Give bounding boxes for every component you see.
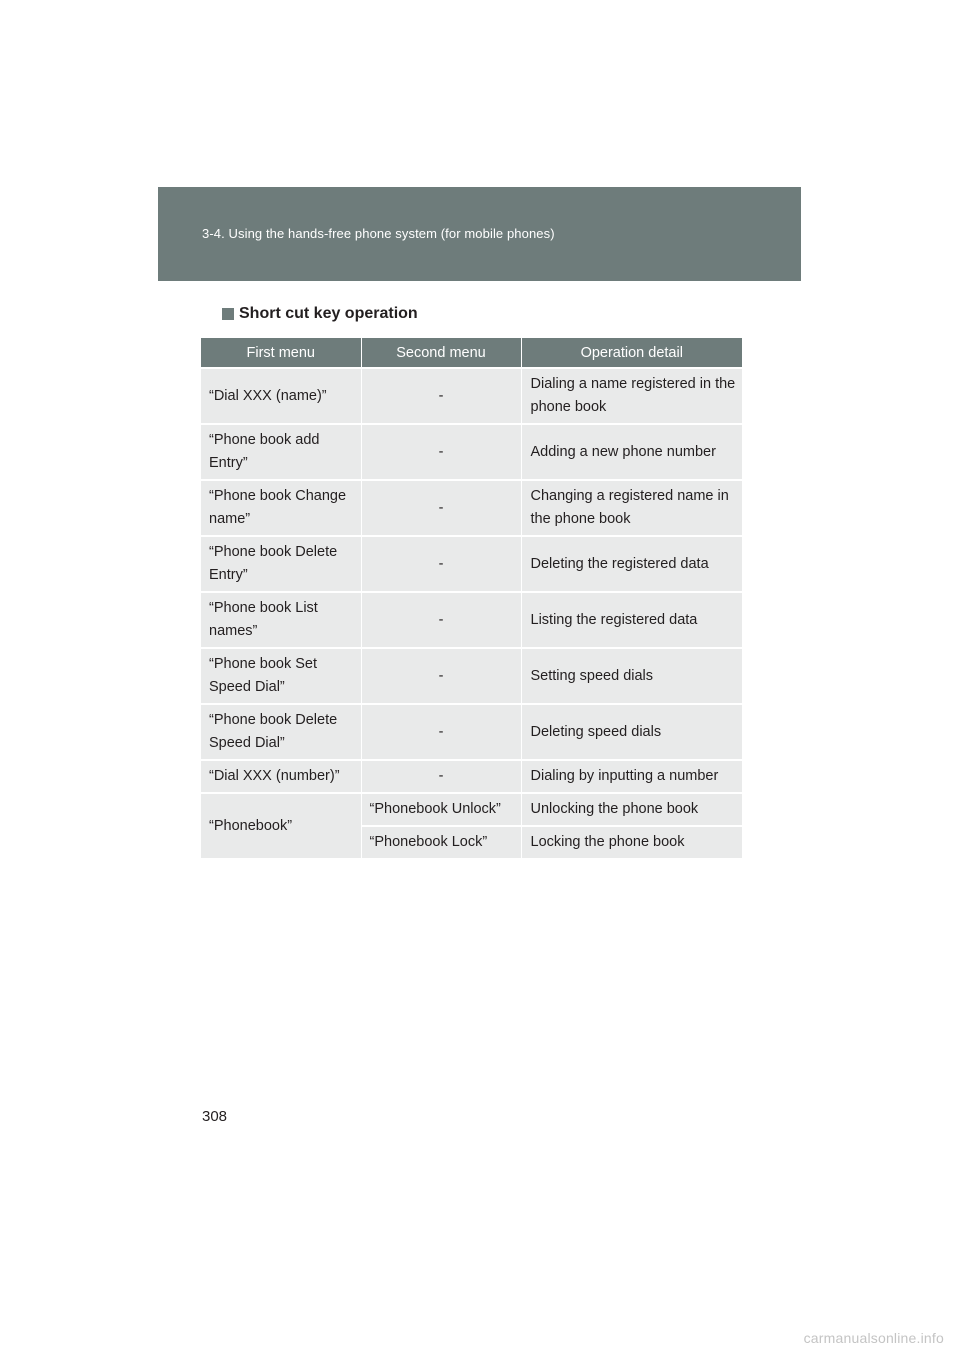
first-menu-cell: “Phone book List names” [201,592,361,648]
column-header-operation-detail: Operation detail [521,338,742,368]
table-row [201,704,742,760]
first-menu-cell: “Phone book Delete Speed Dial” [201,704,361,760]
table-header-row [201,338,742,368]
second-menu-cell: - [361,592,521,648]
table-row [201,648,742,704]
operation-detail-cell: Listing the registered data [521,592,742,648]
column-header-second-menu: Second menu [361,338,521,368]
operation-detail-cell: Deleting the registered data [521,536,742,592]
operation-detail-cell: Unlocking the phone book [521,793,742,826]
page-number: 308 [202,1108,228,1125]
first-menu-cell: “Dial XXX (name)” [201,368,361,424]
watermark: carmanualsonline.info [803,1330,944,1346]
square-bullet-icon [222,308,234,320]
operation-detail-cell: Dialing a name registered in the phone book [521,368,742,424]
second-menu-cell: - [361,536,521,592]
first-menu-cell: “Dial XXX (number)” [201,760,361,793]
table-row [201,793,742,826]
second-menu-cell: - [361,368,521,424]
second-menu-cell: - [361,480,521,536]
table-row [201,760,742,793]
section-title-text: Short cut key operation [239,305,418,322]
first-menu-cell: “Phone book Change name” [201,480,361,536]
operation-detail-cell: Adding a new phone number [521,424,742,480]
table-row [201,536,742,592]
header-band [158,187,801,281]
second-menu-cell: “Phonebook Lock” [361,826,521,858]
operation-detail-cell: Deleting speed dials [521,704,742,760]
breadcrumb: 3-4. Using the hands-free phone system (for mobile phones) [202,226,555,241]
column-header-first-menu: First menu [201,338,361,368]
shortcut-table [201,338,742,858]
second-menu-cell: “Phonebook Unlock” [361,793,521,826]
second-menu-cell: - [361,424,521,480]
first-menu-cell: “Phonebook” [201,793,361,858]
second-menu-cell: - [361,704,521,760]
section-title [222,305,418,323]
table-row [201,368,742,424]
table-row [201,480,742,536]
first-menu-cell: “Phone book Set Speed Dial” [201,648,361,704]
first-menu-cell: “Phone book Delete Entry” [201,536,361,592]
first-menu-cell: “Phone book add Entry” [201,424,361,480]
table-row [201,424,742,480]
operation-detail-cell: Setting speed dials [521,648,742,704]
operation-detail-cell: Locking the phone book [521,826,742,858]
second-menu-cell: - [361,760,521,793]
operation-detail-cell: Dialing by inputting a number [521,760,742,793]
operation-detail-cell: Changing a registered name in the phone book [521,480,742,536]
second-menu-cell: - [361,648,521,704]
table-row [201,592,742,648]
